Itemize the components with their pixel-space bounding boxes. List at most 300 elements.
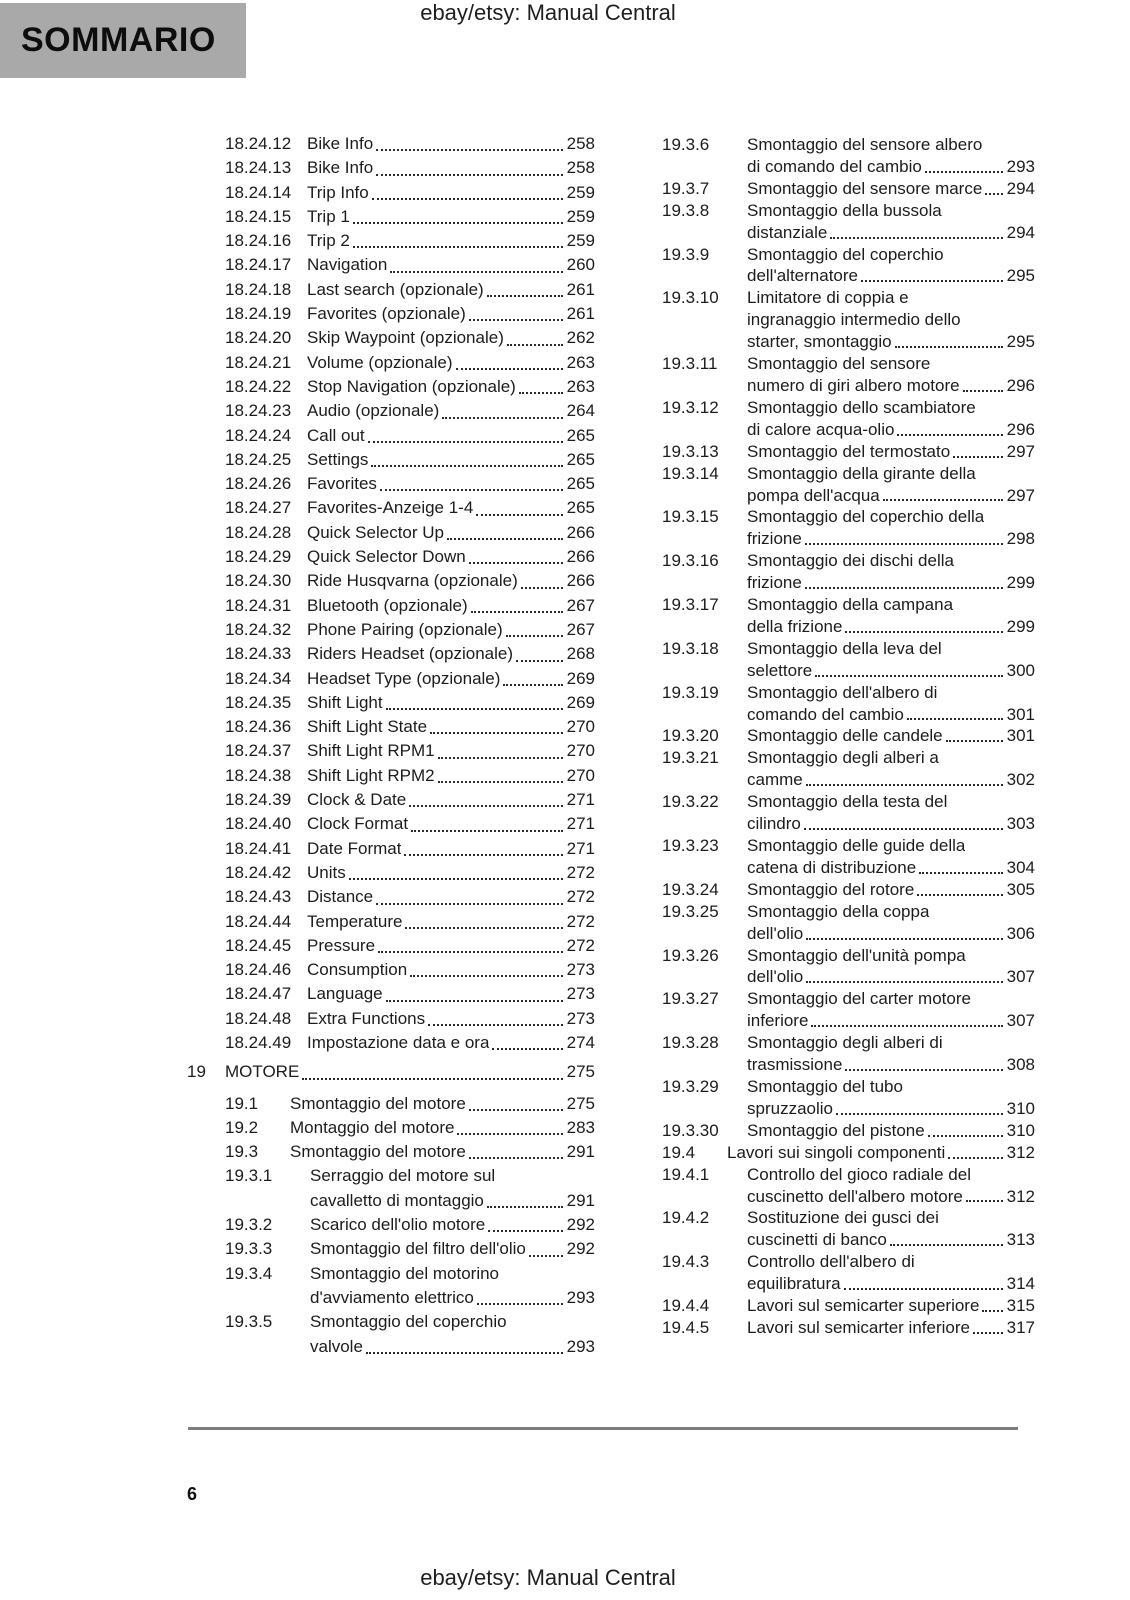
toc-entry-page: 291 [566, 1142, 595, 1162]
toc-entry-line [747, 1164, 1035, 1186]
toc-entry-line [307, 326, 595, 350]
toc-entry-line [747, 222, 1035, 244]
toc-entry-lines [747, 725, 1035, 747]
toc-entry-number: 18.24.28 [225, 522, 292, 542]
toc-entry-number: 18.24.36 [225, 717, 292, 737]
toc-entry-title: Favorites [307, 474, 377, 494]
toc-entry-title: Smontaggio del coperchio [747, 244, 944, 264]
dot-leader [376, 149, 562, 151]
toc-entry-number: 18.24.34 [225, 668, 292, 688]
toc-entry-lines [747, 550, 1035, 594]
toc-entry-title: Smontaggio del sensore albero [747, 135, 983, 154]
toc-entry-title: ingranaggio intermedio dello [747, 310, 961, 330]
toc-entry-line [307, 181, 595, 205]
toc-entry [225, 861, 595, 885]
toc-entry-title: Riders Headset (opzionale) [307, 644, 513, 664]
toc-entry [662, 945, 1035, 989]
toc-entry [225, 229, 595, 253]
toc-entry [225, 545, 595, 569]
toc-entry-number: 19 [187, 1062, 206, 1082]
toc-entry-lines [747, 988, 1035, 1032]
toc-entry-number: 18.24.16 [225, 231, 292, 251]
toc-entry-lines [747, 835, 1035, 879]
toc-entry [662, 879, 1035, 901]
toc-entry-line [307, 375, 595, 399]
toc-entry-page: 295 [1006, 266, 1035, 286]
toc-entry [225, 764, 595, 788]
toc-entry [225, 399, 595, 423]
toc-entry-lines [747, 594, 1035, 638]
toc-entry-title: Trip 2 [307, 231, 350, 251]
toc-entry-title: valvole [310, 1336, 363, 1356]
toc-entry-line [747, 397, 1035, 419]
toc-entry-page: 292 [566, 1239, 595, 1259]
toc-entry-lines [307, 375, 595, 399]
toc-entry-line [307, 982, 595, 1006]
toc-entry-number: 18.24.40 [225, 814, 292, 834]
toc-entry-title: starter, smontaggio [747, 332, 892, 352]
toc-entry-line [307, 132, 595, 156]
toc-entry-number: 18.24.30 [225, 571, 292, 591]
toc-entry-title: Smontaggio del carter motore [747, 989, 971, 1009]
toc-entry-lines [307, 788, 595, 812]
toc-entry-line [747, 704, 1035, 726]
toc-entry-lines [307, 181, 595, 205]
toc-entry-page: 269 [566, 692, 595, 712]
toc-entry-title: distanziale [747, 222, 828, 242]
toc-entry-lines [747, 244, 1035, 288]
toc-entry-page: 267 [566, 595, 595, 615]
toc-entry-title: frizione [747, 573, 802, 593]
toc-entry-line [290, 1140, 595, 1164]
toc-entry-title: Smontaggio dello scambiatore [747, 397, 976, 417]
toc-entry-lines [747, 353, 1035, 397]
toc-entry-lines [747, 879, 1035, 901]
toc-entry-lines [747, 441, 1035, 463]
toc-entry-page: 265 [566, 449, 595, 469]
toc-entry [225, 278, 595, 302]
toc-entry-lines [747, 134, 1035, 178]
dot-leader [371, 465, 562, 467]
toc-entry-line [307, 618, 595, 642]
toc-entry [225, 618, 595, 642]
dot-leader [390, 271, 562, 273]
toc-entry-number: 19.3.24 [662, 879, 719, 899]
toc-entry-line [747, 616, 1035, 638]
toc-entry-title: Smontaggio delle candele [747, 726, 943, 746]
toc-entry-line [747, 1076, 1035, 1098]
dot-leader [386, 1000, 563, 1002]
toc-entry-line [747, 178, 1035, 200]
toc-entry-number: 19.4.5 [662, 1317, 710, 1337]
toc-entry-line [747, 638, 1035, 660]
toc-entry-line [747, 901, 1035, 923]
toc-entry-line [307, 764, 595, 788]
toc-entry [225, 1007, 595, 1031]
toc-entry-page: 299 [1006, 573, 1035, 593]
toc-entry-number: 19.4 [662, 1142, 696, 1162]
toc-entry-number: 19.3 [225, 1142, 259, 1162]
toc-entry-line [747, 441, 1035, 463]
toc-entry-lines [307, 982, 595, 1006]
toc-columns [187, 132, 1035, 1359]
toc-entry-line [307, 1007, 595, 1031]
toc-entry-line [747, 682, 1035, 704]
toc-entry-lines [307, 910, 595, 934]
toc-entry-number: 19.3.2 [225, 1215, 273, 1235]
toc-entry-line [307, 569, 595, 593]
toc-entry-line [307, 496, 595, 520]
toc-entry-lines [310, 1164, 595, 1213]
dot-leader [410, 975, 562, 977]
toc-entry-lines [307, 205, 595, 229]
toc-entry [225, 1031, 595, 1055]
toc-entry-title: Clock & Date [307, 790, 407, 810]
dot-leader [456, 368, 563, 370]
toc-entry-line [310, 1237, 595, 1261]
toc-entry-number: 18.24.26 [225, 474, 292, 494]
toc-entry-title: Bike Info [307, 158, 374, 178]
toc-entry-title: Trip 1 [307, 206, 350, 226]
dot-leader [503, 684, 562, 686]
toc-entry-page: 301 [1006, 704, 1035, 724]
toc-entry-line [307, 253, 595, 277]
toc-entry-line [747, 331, 1035, 353]
toc-entry-line [307, 885, 595, 909]
toc-entry [225, 1310, 595, 1359]
dot-leader [488, 1230, 562, 1232]
toc-entry-title: Smontaggio del pistone [747, 1120, 925, 1140]
dot-leader [897, 434, 1002, 436]
toc-entry-line [747, 550, 1035, 572]
toc-entry-number: 19.3.28 [662, 1033, 719, 1053]
dot-leader [516, 660, 563, 662]
toc-entry-number: 19.3.14 [662, 463, 719, 483]
toc-entry-page: 259 [566, 231, 595, 251]
toc-entry [225, 1262, 595, 1311]
toc-entry-page: 268 [566, 644, 595, 664]
toc-entry-line [747, 857, 1035, 879]
toc-entry-line [307, 861, 595, 885]
toc-entry-title: Last search (opzionale) [307, 279, 484, 299]
toc-entry-line [747, 528, 1035, 550]
toc-entry-lines [307, 521, 595, 545]
toc-entry-line [307, 472, 595, 496]
toc-entry-line [307, 205, 595, 229]
toc-entry-page: 267 [566, 619, 595, 639]
toc-entry-line [747, 879, 1035, 901]
toc-entry-page: 274 [566, 1032, 595, 1052]
toc-entry-page: 291 [566, 1190, 595, 1210]
toc-entry-title: Extra Functions [307, 1008, 426, 1028]
toc-entry-page: 283 [566, 1117, 595, 1137]
toc-entry-lines [307, 351, 595, 375]
toc-entry-page: 296 [1006, 419, 1035, 439]
toc-entry [225, 934, 595, 958]
toc-entry-line [307, 594, 595, 618]
toc-entry-title: Consumption [307, 960, 408, 980]
toc-entry-page: 299 [1006, 616, 1035, 636]
toc-entry-number: 18.24.24 [225, 425, 292, 445]
toc-entry [662, 1032, 1035, 1076]
dot-leader [471, 611, 563, 613]
toc-entry-page: 261 [566, 304, 595, 324]
toc-entry-title: Smontaggio del motorino [310, 1263, 500, 1283]
toc-entry [662, 1076, 1035, 1120]
dot-leader [404, 854, 562, 856]
toc-entry [662, 287, 1035, 353]
toc-entry-lines [307, 496, 595, 520]
toc-entry-title: Smontaggio dei dischi della [747, 551, 954, 571]
toc-entry-title: Montaggio del motore [290, 1117, 455, 1137]
toc-entry-title: Scarico dell'olio motore [310, 1215, 486, 1235]
toc-entry-page: 305 [1006, 879, 1035, 899]
toc-entry-page: 315 [1006, 1296, 1035, 1316]
toc-entry-number: 18.24.44 [225, 911, 292, 931]
toc-entry-title: Smontaggio del rotore [747, 879, 915, 899]
toc-entry-page: 314 [1006, 1274, 1035, 1294]
toc-entry-lines [747, 1251, 1035, 1295]
toc-entry-number: 18.24.29 [225, 547, 292, 567]
toc-entry-line [747, 156, 1035, 178]
toc-entry-line [747, 265, 1035, 287]
toc-entry-page: 313 [1006, 1230, 1035, 1250]
toc-entry-lines [307, 545, 595, 569]
dot-leader [845, 631, 1002, 633]
toc-entry-page: 262 [566, 328, 595, 348]
toc-entry-lines [307, 229, 595, 253]
toc-entry-number: 19.3.19 [662, 682, 719, 702]
toc-entry [225, 739, 595, 763]
toc-entry-number: 19.3.9 [662, 244, 710, 264]
toc-entry-page: 310 [1006, 1120, 1035, 1140]
toc-entry [225, 375, 595, 399]
toc-entry-line [747, 923, 1035, 945]
toc-entry-number: 18.24.35 [225, 692, 292, 712]
toc-entry-title: Smontaggio della leva del [747, 638, 942, 658]
toc-entry-title: di calore acqua-olio [747, 419, 895, 439]
toc-entry-lines [307, 569, 595, 593]
toc-entry-line [747, 791, 1035, 813]
toc-entry-lines [307, 958, 595, 982]
toc-entry-page: 273 [566, 984, 595, 1004]
toc-entry-title: dell'olio [747, 923, 804, 943]
toc-entry-page: 271 [566, 790, 595, 810]
toc-entry-title: della frizione [747, 616, 843, 636]
toc-entry-page: 261 [566, 279, 595, 299]
toc-entry [225, 569, 595, 593]
dot-leader [806, 938, 1002, 940]
toc-entry-title: Impostazione data e ora [307, 1032, 490, 1052]
toc-entry-number: 19.3.11 [662, 354, 718, 374]
toc-entry-lines [747, 1317, 1035, 1339]
toc-entry-title: Lavori sul semicarter inferiore [747, 1317, 970, 1337]
dot-leader [844, 1288, 1003, 1290]
toc-entry-line [747, 572, 1035, 594]
dot-leader [428, 1024, 563, 1026]
toc-entry-title: trasmissione [747, 1055, 843, 1075]
toc-entry-title: Volume (opzionale) [307, 352, 453, 372]
toc-entry-page: 301 [1006, 726, 1035, 746]
dot-leader [830, 237, 1002, 239]
dot-leader [430, 732, 563, 734]
toc-entry-number: 18.24.33 [225, 644, 292, 664]
toc-entry-lines [307, 1007, 595, 1031]
toc-entry [225, 691, 595, 715]
dot-leader [804, 828, 1003, 830]
toc-entry-lines [747, 287, 1035, 353]
toc-entry-line [307, 934, 595, 958]
toc-entry-lines [747, 463, 1035, 507]
toc-entry [662, 682, 1035, 726]
toc-entry-title: Smontaggio del sensore marce [747, 178, 983, 198]
toc-entry-title: selettore [747, 660, 813, 680]
toc-entry-line [747, 835, 1035, 857]
dot-leader [895, 346, 1003, 348]
toc-entry-title: cavalletto di montaggio [310, 1190, 484, 1210]
toc-entry-number: 18.24.38 [225, 765, 292, 785]
toc-entry [662, 244, 1035, 288]
toc-entry-lines [747, 178, 1035, 200]
toc-entry-line [747, 1120, 1035, 1142]
toc-entry-number: 19.3.21 [662, 748, 719, 768]
toc-entry-number: 19.3.13 [662, 441, 719, 461]
toc-entry-number: 18.24.14 [225, 182, 292, 202]
toc-entry-title: Smontaggio del coperchio [310, 1312, 507, 1332]
toc-entry [225, 253, 595, 277]
toc-entry-number: 18.24.27 [225, 498, 292, 518]
toc-entry-page: 263 [566, 376, 595, 396]
toc-entry-title: Units [307, 862, 346, 882]
dot-leader [953, 456, 1002, 458]
toc-entry [662, 1142, 1035, 1164]
toc-entry-lines [747, 747, 1035, 791]
toc-entry-number: 19.3.30 [662, 1120, 719, 1140]
toc-entry-number: 18.24.17 [225, 255, 292, 275]
toc-entry [187, 1060, 595, 1084]
toc-entry-line [747, 1207, 1035, 1229]
toc-entry-number: 18.24.41 [225, 838, 292, 858]
toc-entry-line [307, 302, 595, 326]
dot-leader [492, 1048, 562, 1050]
toc-entry [662, 791, 1035, 835]
toc-entry [225, 788, 595, 812]
dot-leader [890, 1244, 1003, 1246]
toc-entry-page: 312 [1006, 1142, 1035, 1162]
toc-entry-title: Quick Selector Down [307, 547, 466, 567]
toc-entry-number: 19.3.7 [662, 178, 710, 198]
toc-entry-line [747, 1251, 1035, 1273]
dot-leader [469, 1109, 563, 1111]
toc-entry-title: Smontaggio dell'unità pompa [747, 945, 966, 965]
toc-entry-title: Ride Husqvarna (opzionale) [307, 571, 518, 591]
toc-entry-page: 258 [566, 134, 595, 153]
toc-entry-page: 292 [566, 1215, 595, 1235]
toc-entry-title: Serraggio del motore sul [310, 1166, 496, 1186]
toc-entry-number: 18.24.42 [225, 862, 292, 882]
dot-leader [469, 1157, 563, 1159]
toc-entry-title: Controllo del gioco radiale del [747, 1164, 971, 1184]
toc-entry-line [225, 1060, 595, 1084]
toc-entry-page: 296 [1006, 375, 1035, 395]
toc-entry-number: 19.3.6 [662, 135, 710, 154]
toc-entry [225, 424, 595, 448]
toc-entry [662, 901, 1035, 945]
toc-entry-title: pompa dell'acqua [747, 485, 880, 505]
toc-entry-lines [307, 1031, 595, 1055]
toc-entry-lines [225, 1060, 595, 1084]
toc-entry-line [290, 1116, 595, 1140]
toc-entry-lines [747, 200, 1035, 244]
toc-entry-page: 272 [566, 911, 595, 931]
toc-entry-title: cilindro [747, 814, 801, 834]
toc-entry-number: 18.24.25 [225, 449, 292, 469]
toc-entry-lines [747, 1076, 1035, 1120]
toc-entry-title: camme [747, 770, 803, 790]
toc-entry-lines [307, 472, 595, 496]
toc-column-right [662, 132, 1035, 1359]
toc-entry-page: 273 [566, 960, 595, 980]
toc-entry-lines [307, 594, 595, 618]
toc-entry-line [307, 812, 595, 836]
toc-entry-page: 265 [566, 474, 595, 494]
dot-leader [883, 499, 1003, 501]
toc-entry-title: Favorites (opzionale) [307, 304, 466, 324]
toc-entry-title: Smontaggio degli alberi di [747, 1033, 943, 1053]
toc-entry [225, 326, 595, 350]
toc-entry-number: 19.1 [225, 1093, 259, 1113]
dot-leader [487, 1206, 563, 1208]
toc-entry-title: MOTORE [225, 1062, 300, 1082]
toc-entry-lines [727, 1142, 1035, 1164]
toc-entry-number: 19.4.4 [662, 1296, 710, 1316]
dot-leader [973, 1332, 1003, 1334]
dot-leader [349, 878, 563, 880]
toc-entry [662, 1251, 1035, 1295]
toc-entry-title: Shift Light RPM2 [307, 765, 435, 785]
toc-entry-title: Smontaggio della campana [747, 595, 954, 615]
toc-entry [662, 835, 1035, 879]
toc-entry-number: 18.24.47 [225, 984, 292, 1004]
toc-entry-page: 307 [1006, 1011, 1035, 1031]
toc-entry-number: 19.3.27 [662, 989, 719, 1009]
toc-entry [225, 1237, 595, 1261]
toc-entry-page: 258 [566, 158, 595, 178]
toc-entry-title: Trip Info [307, 182, 369, 202]
toc-entry [662, 988, 1035, 1032]
toc-entry-title: Date Format [307, 838, 402, 858]
toc-entry-number: 18.24.46 [225, 960, 292, 980]
dot-leader [529, 1255, 563, 1257]
dot-leader [836, 1113, 1003, 1115]
toc-entry-number: 18.24.13 [225, 158, 292, 178]
dot-leader [963, 390, 1003, 392]
toc-entry-line [747, 309, 1035, 331]
toc-entry-page: 266 [566, 571, 595, 591]
toc-entry-page: 260 [566, 255, 595, 275]
toc-entry-line [307, 156, 595, 180]
toc-entry-title: cuscinetti di banco [747, 1230, 887, 1250]
toc-entry-lines [747, 1164, 1035, 1208]
toc-entry-line [310, 1213, 595, 1237]
toc-entry-title: Smontaggio delle guide della [747, 836, 966, 855]
toc-entry-lines [307, 278, 595, 302]
toc-entry-line [747, 1010, 1035, 1032]
toc-entry-line [747, 966, 1035, 988]
toc-entry-number: 19.3.18 [662, 638, 719, 658]
toc-entry-number: 18.24.49 [225, 1032, 292, 1052]
toc-entry-page: 273 [566, 1008, 595, 1028]
